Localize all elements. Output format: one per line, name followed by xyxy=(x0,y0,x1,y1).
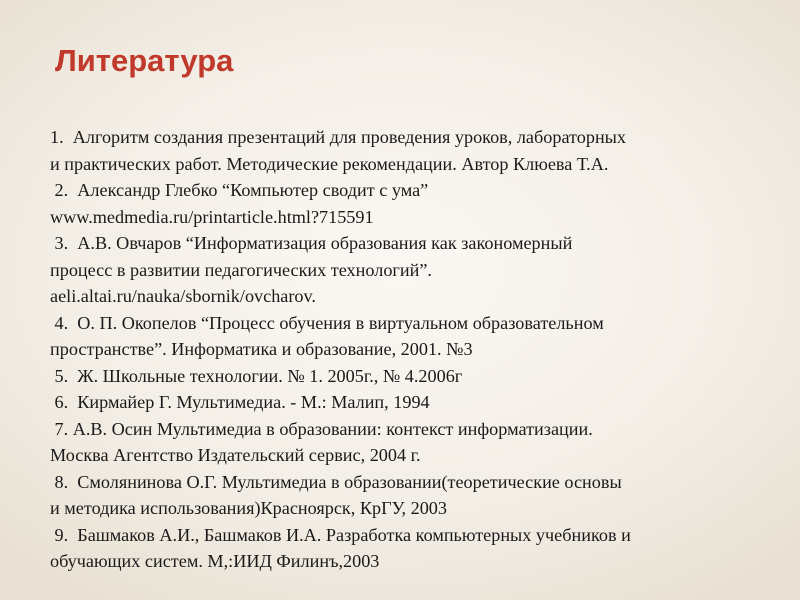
reference-line: 4. О. П. Окопелов “Процесс обучения в виртуальном образовательном xyxy=(50,312,604,333)
reference-line: 1. Алгоритм создания презентаций для проведения уроков, лабораторных xyxy=(50,127,626,147)
reference-list xyxy=(50,124,780,575)
reference-line: 2. Александр Глебко “Компьютер сводит с ума” xyxy=(50,180,429,200)
reference-line: 5. Ж. Школьные технологии. № 1. 2005г., № 4.2006г xyxy=(50,365,463,386)
reference-line: 7. А.В. Осин Мультимедиа в образовании: контекст информатизации. xyxy=(50,418,593,439)
reference-line: и методика использования)Красноярск, КрГУ, 2003 xyxy=(50,498,447,518)
slide-title: Литература xyxy=(55,43,234,78)
reference-line: и практических работ. Методические рекомендации. Автор Клюева Т.А. xyxy=(50,153,609,174)
reference-line: обучающих систем. М,:ИИД Филинъ,2003 xyxy=(50,551,380,571)
reference-line: Москва Агентство Издательский сервис, 2004 г. xyxy=(50,445,421,465)
reference-line: www.medmedia.ru/printarticle.html?715591 xyxy=(50,206,374,227)
reference-line: 6. Кирмайер Г. Мультимедиа. - М.: Малип, 1994 xyxy=(50,392,430,412)
reference-line: 9. Башмаков А.И., Башмаков И.А. Разработка компьютерных учебников и xyxy=(50,524,631,545)
reference-line: пространстве”. Информатика и образование, 2001. №3 xyxy=(50,339,473,359)
reference-line: aeli.altai.ru/nauka/sbornik/ovcharov. xyxy=(50,286,316,306)
reference-line: 3. А.В. Овчаров “Информатизация образования как закономерный xyxy=(50,233,573,253)
reference-line: процесс в развитии педагогических технологий”. xyxy=(50,259,432,280)
reference-line: 8. Смолянинова О.Г. Мультимедиа в образовании(теоретические основы xyxy=(50,471,622,492)
